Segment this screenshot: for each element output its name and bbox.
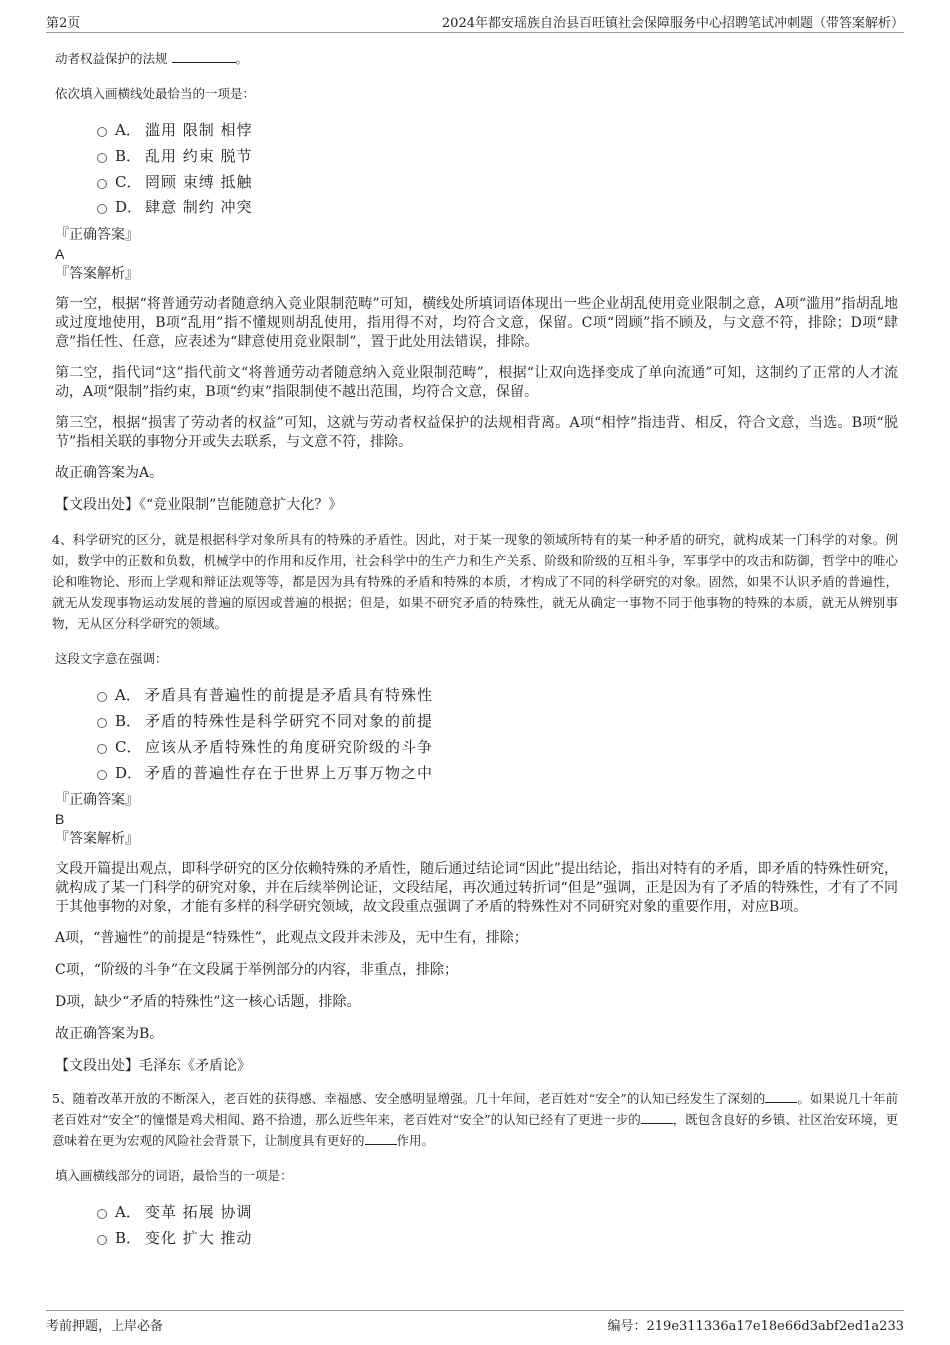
radio-icon[interactable]: [97, 692, 107, 702]
q4-analysis-label: 『答案解析』: [55, 831, 139, 848]
q3-option-c[interactable]: C． 罔顾 束缚 抵触: [55, 170, 898, 196]
radio-icon[interactable]: [97, 127, 107, 137]
q4-source: 【文段出处】毛泽东《矛盾论》: [55, 1058, 251, 1075]
q3-analysis-label: 『答案解析』: [55, 266, 139, 283]
q5-prompt: 填入画横线部分的词语，最恰当的一项是：: [55, 1168, 293, 1184]
document-title: 2024年都安瑶族自治县百旺镇社会保障服务中心招聘笔试冲刺题（带答案解析）: [441, 16, 904, 31]
q5-option-a[interactable]: A． 变革 拓展 协调: [55, 1200, 898, 1226]
q4-option-c[interactable]: C． 应该从矛盾特殊性的角度研究阶级的斗争: [55, 735, 898, 761]
q3-source: 【文段出处】《“竞业限制”岂能随意扩大化？》: [55, 497, 343, 514]
radio-icon[interactable]: [97, 204, 107, 214]
q3-analysis-para: 第一空，根据“将普通劳动者随意纳入竞业限制范畴”可知，横线处所填词语体现出一些企业胡乱使用竞业限制之意，A项“滥用”指胡乱地或过度地使用，B项“乱用”指不懂规则胡乱使用，指用得不对，均符合文意，保留。C项“罔顾”指不顾及，与文意不符，排除；D项“肆意”指任性、任意，应表述为“肆意使用竞业限制”，置于此处用法错误，排除。: [55, 296, 898, 351]
radio-icon[interactable]: [97, 718, 107, 728]
radio-icon[interactable]: [97, 153, 107, 163]
blank: [765, 1088, 797, 1103]
q3-stem-tail: 动者权益保护的法规 。: [55, 48, 898, 69]
radio-icon[interactable]: [97, 744, 107, 754]
q4-answer-label: 『正确答案』: [55, 792, 139, 809]
document-id: 编号：219e311336a17e18e66d3abf2ed1a233: [607, 1319, 904, 1334]
blank: [172, 48, 236, 63]
q4-option-a[interactable]: A． 矛盾具有普遍性的前提是矛盾具有特殊性: [55, 683, 898, 709]
q3-answer-label: 『正确答案』: [55, 227, 139, 244]
radio-icon[interactable]: [97, 179, 107, 189]
q3-option-b[interactable]: B． 乱用 约束 脱节: [55, 144, 898, 170]
q3-analysis-conclusion: 故正确答案为A。: [55, 465, 164, 482]
footer-slogan: 考前押题，上岸必备: [46, 1319, 164, 1334]
q4-analysis-conclusion: 故正确答案为B。: [55, 1026, 164, 1043]
q4-option-d[interactable]: D． 矛盾的普遍性存在于世界上万事万物之中: [55, 761, 898, 787]
q5-option-b[interactable]: B． 变化 扩大 推动: [55, 1226, 898, 1252]
q5-stem: 5、随着改革开放的不断深入，老百姓的获得感、幸福感、安全感明显增强。几十年间，老百姓对“安全”的认知已经发生了深刻的 。如果说几十年前老百姓对“安全”的憧憬是鸡犬相闻、路不拾遗，那么近些年来，老百姓对“安全”的认知已经有了更进一步的 ，既包含良好的乡镇、社区治安环境，更意味着在更为宏观的风险社会背景下，让制度具有更好的 作用。: [52, 1088, 898, 1151]
q4-answer: B: [55, 811, 65, 828]
q3-option-d[interactable]: D． 肆意 制约 冲突: [55, 195, 898, 221]
q3-option-a[interactable]: A． 滥用 限制 相悖: [55, 118, 898, 144]
q3-prompt: 依次填入画横线处最恰当的一项是：: [55, 86, 256, 101]
q4-analysis-para: C项，“阶级的斗争”在文段属于举例部分的内容，非重点，排除；: [55, 962, 459, 979]
q4-prompt: 这段文字意在强调：: [55, 651, 168, 667]
blank: [641, 1109, 673, 1124]
q3-answer: A: [55, 246, 65, 263]
page-header: [46, 12, 904, 33]
q4-analysis-para: D项，缺少“矛盾的特殊性”这一核心话题，排除。: [55, 994, 361, 1011]
q4-option-b[interactable]: B． 矛盾的特殊性是科学研究不同对象的前提: [55, 709, 898, 735]
q3-options: [55, 118, 898, 221]
page-footer: [46, 1310, 904, 1339]
q3-analysis-para: 第三空，根据“损害了劳动者的权益”可知，这就与劳动者权益保护的法规相背离。A项“相悖”指违背、相反，符合文意，当选。B项“脱节”指相关联的事物分开或失去联系，与文意不符，排除。: [55, 415, 898, 451]
radio-icon[interactable]: [97, 1235, 107, 1245]
blank: [365, 1130, 397, 1145]
q4-analysis-para: A项，“普遍性”的前提是“特殊性”，此观点文段并未涉及，无中生有，排除；: [55, 930, 528, 947]
q4-stem: 4、科学研究的区分，就是根据科学对象所具有的特殊的矛盾性。因此，对于某一现象的领域所特有的某一种矛盾的研究，就构成某一门科学的对象。例如，数学中的正数和负数，机械学中的作用和反作用，社会科学中的生产力和生产关系、阶级和阶级的互相斗争，军事学中的攻击和防御，哲学中的唯心论和唯物论、形而上学观和辩证法观等等，都是因为具有特殊的矛盾和特殊的本质，才构成了不同的科学研究的对象。固然，如果不认识矛盾的普遍性，就无从发现事物运动发展的普遍的原因或普遍的根据；但是，如果不研究矛盾的特殊性，就无从确定一事物不同于他事物的特殊的本质，就无从辨别事物，无从区分科学研究的领域。: [52, 532, 898, 632]
page-number: 第2页: [46, 16, 81, 31]
radio-icon[interactable]: [97, 1209, 107, 1219]
page-content: [52, 45, 898, 1252]
q5-options: [55, 1200, 898, 1252]
q4-options: [55, 683, 898, 786]
radio-icon[interactable]: [97, 770, 107, 780]
q3-analysis-para: 第二空，指代词“这”指代前文“将普通劳动者随意纳入竞业限制范畴”，根据“让双向选择变成了单向流通”可知，这制约了正常的人才流动，A项“限制”指约束，B项“约束”指限制使不越出范围，均符合文意，保留。: [55, 365, 898, 401]
q4-analysis-para: 文段开篇提出观点，即科学研究的区分依赖特殊的矛盾性，随后通过结论词“因此”提出结论，指出对特有的矛盾，即矛盾的特殊性研究，就构成了某一门科学的研究对象，并在后续举例论证，文段结尾，再次通过转折词“但是”强调，正是因为有了矛盾的特殊性，才有了不同于其他事物的对象，才能有多样的科学研究领域，故文段重点强调了矛盾的特殊性对不同研究对象的重要作用，对应B项。: [55, 861, 898, 916]
